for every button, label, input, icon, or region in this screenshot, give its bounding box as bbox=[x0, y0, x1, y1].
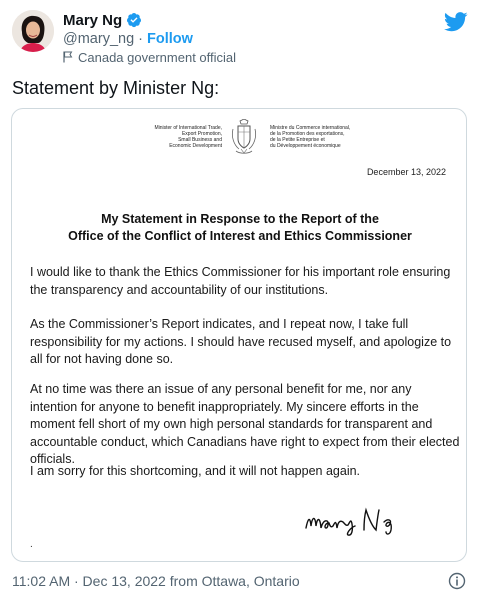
twitter-bird-icon[interactable] bbox=[444, 12, 468, 32]
letterhead-english: Minister of International Trade, Export Promotion, Small Business and Economic Development bbox=[154, 125, 222, 149]
document-date: December 13, 2022 bbox=[366, 167, 446, 177]
trailing-mark: . bbox=[30, 539, 33, 550]
tweet-footer bbox=[12, 572, 466, 590]
document-letterhead bbox=[12, 119, 467, 159]
follow-button[interactable]: Follow bbox=[146, 31, 193, 47]
separator-dot: · bbox=[138, 31, 143, 47]
avatar-image bbox=[12, 10, 54, 52]
coat-of-arms-icon bbox=[230, 119, 258, 155]
avatar[interactable] bbox=[12, 10, 54, 52]
statement-paragraph-3: At no time was there an issue of any personal benefit for me, nor any intention for anyone to benefit inappropriately. My sincere efforts in the moment fell short of my own high personal standards for transparent and accountable conduct, which Canadians have right to expect from their elected officials. bbox=[30, 382, 460, 466]
handle-row bbox=[63, 30, 193, 48]
tweet-header bbox=[12, 10, 468, 66]
tweet-text: Statement by Minister Ng: bbox=[12, 78, 220, 98]
document-title-line1: My Statement in Response to the Report of the bbox=[101, 212, 379, 226]
tweet-timestamp[interactable]: 11:02 AM · Dec 13, 2022 from Ottawa, Ontario bbox=[12, 573, 300, 589]
flag-icon bbox=[63, 51, 73, 63]
document-title-line2: Office of the Conflict of Interest and Ethics Commissioner bbox=[68, 229, 412, 243]
user-handle[interactable]: @mary_ng bbox=[63, 31, 135, 47]
document-title bbox=[12, 211, 467, 245]
statement-paragraph-4: I am sorry for this shortcoming, and it will not happen again. bbox=[30, 464, 361, 478]
name-row bbox=[63, 11, 142, 29]
account-label bbox=[63, 49, 236, 65]
statement-paragraph-2: As the Commissioner’s Report indicates, and I repeat now, I take full responsibility for my actions. I should have recused myself, and apologize to all for not having done so. bbox=[30, 317, 452, 366]
handwritten-signature bbox=[302, 504, 432, 536]
statement-paragraph-1: I would like to thank the Ethics Commissioner for his important role ensuring the transparency and accountability of our institutions. bbox=[30, 265, 451, 297]
verified-badge-icon bbox=[126, 12, 142, 28]
info-icon[interactable] bbox=[448, 572, 466, 590]
letterhead-french: Ministre du Commerce international, de la Promotion des exportations, de la Petite Entreprise et du Développement économique bbox=[270, 125, 351, 149]
attached-statement-image[interactable] bbox=[11, 108, 467, 562]
account-label-text: Canada government official bbox=[78, 49, 237, 65]
display-name[interactable]: Mary Ng bbox=[63, 11, 123, 29]
